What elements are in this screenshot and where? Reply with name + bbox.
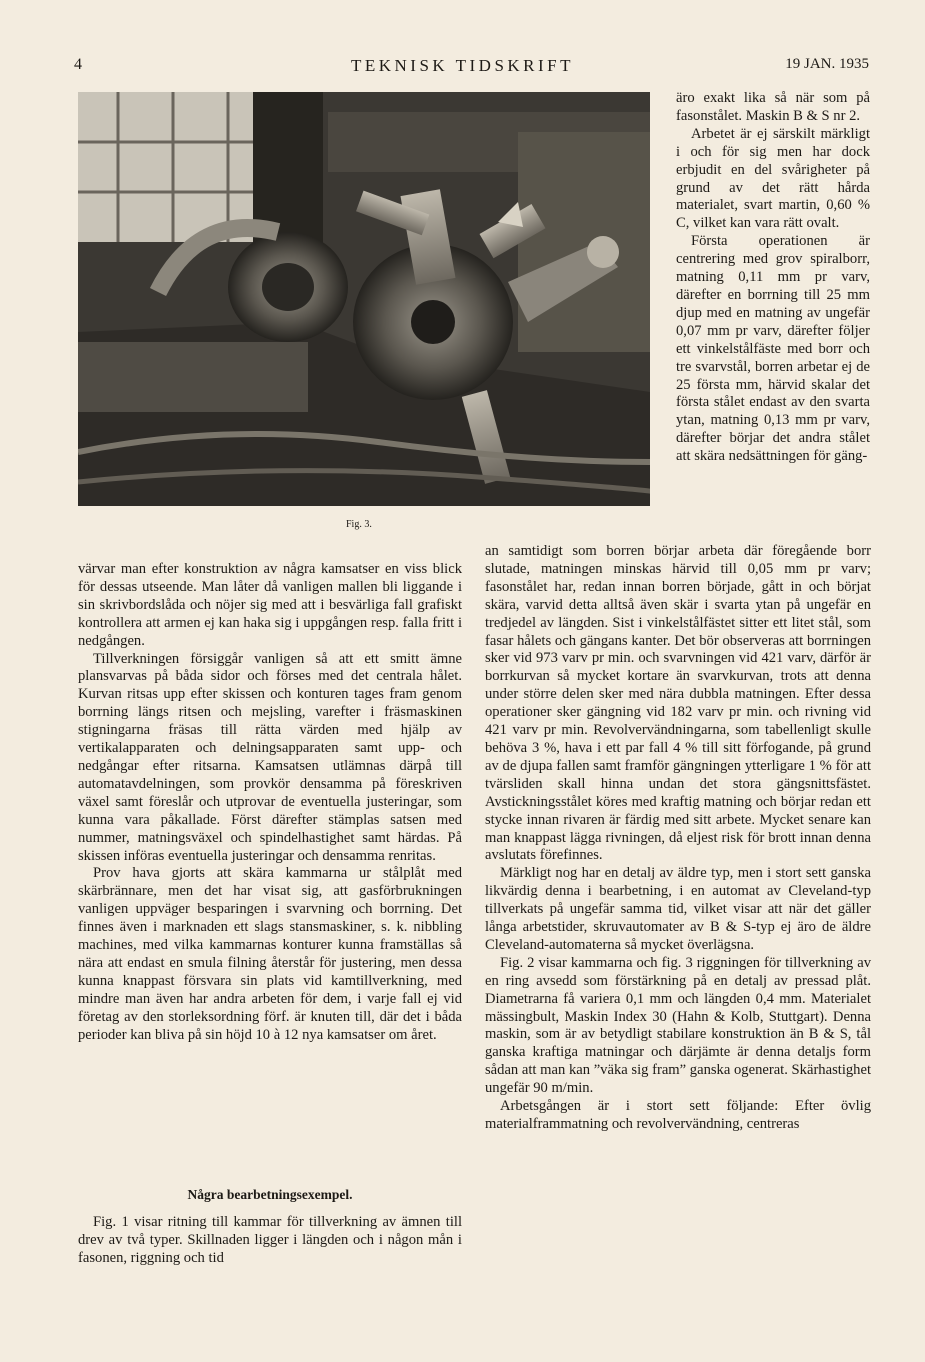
paragraph: Prov hava gjorts att skära kammarna ur stålplåt med skärbrännare, men det har visat sig, att gasförbrukningen vanligen uppväger besparingen i svarvning och borrning. Det finnes även i marknaden ett slags stansmaskiner, s. k. nibbling machines, med vilka kammarnas konturer kunna framställas så nära att endast en smula filning återstår för justering, men dessa kunna knappast försvara sin plats vid kamtillverkning, med mindre man även har andra arbeten för dem, i varje fall ej vid företag av den storleksordning förf. är knuten till, där det i båda perioder kan bliva på sin höjd 10 à 12 nya kamsatser om året. xyxy=(78,865,462,1043)
paragraph: Märkligt nog har en detalj av äldre typ, men i stort sett ganska likvärdig denna i bearbetning, i en automat av Cleveland-typ tillverkats på ungefär samma tid, vilket visar att när det gäller långa arbetstider, skruvautomater av B & S-typ ej äro de äldre Cleveland-automaterna så mycket överlägsna. xyxy=(485,865,871,953)
machine-photo-illustration xyxy=(78,92,650,506)
left-column-text xyxy=(78,561,462,1044)
journal-title: TEKNISK TIDSKRIFT xyxy=(350,56,575,75)
page-number: 4 xyxy=(74,56,82,73)
paragraph: Tillverkningen försiggår vanligen så att ett smitt ämne plansvarvas på båda sidor och förses med det centrala hålet. Kurvan ritsas upp efter skissen och konturen tages fram genom borrning längs ritsen och mejsling, varefter i fräsmaskinen stigningarna fräsas till rätta värden med hjälp av vertikalapparaten och delningsapparaten samt upp- och nedgångar efter ritsarna. Kamsatsen utlämnas därpå till automatavdelningen, som provkör densamma på föreskriven växel samt föreslår och utprovar de eventuella justeringar, som kunna vara påkallade. Först därefter stämplas satsen med nummer, matningsväxel och spindelhastighet samt härdas. På skissen införas eventuella justeringar och densamma renritas. xyxy=(78,650,462,864)
figure-caption: Fig. 3. xyxy=(346,519,372,530)
paragraph: Fig. 1 visar ritning till kammar för tillverkning av ämnen till drev av två typer. Skillnaden ligger i längden och i någon mån i fasonen, riggning och tid xyxy=(78,1214,462,1266)
section-heading: Några bearbetningsexempel. xyxy=(187,1187,353,1202)
paragraph: Första operationen är centrering med grov spiralborr, matning 0,11 mm pr varv, därefter en borrning till 25 mm djup med en matning av ungefär 0,07 mm pr varv, därefter följer ett vinkelstålfäste med borr och tre svarvstål, borren arbetar ej de 25 första mm, härvid skalar det första stålet endast av den svarta ytan, matning 0,13 mm pr varv, därefter börjar det andra stålet att skära nedsättningen för gäng- xyxy=(676,233,870,465)
left-column-text-2 xyxy=(78,1214,462,1268)
paragraph: Fig. 2 visar kammarna och fig. 3 riggningen för tillverkning av en ring avsedd som förstärkning på en detalj av pressad plåt. Diametrarna få variera 0,1 mm och längden 0,4 mm. Materialet mässingbult, Maskin Index 30 (Hahn & Kolb, Stuttgart). Denna maskin, som är av betydligt stabilare konstruktion än B & S, tål ganska kraftiga matningar och därjämte är denna detaljs form sådan att man kan ”väka sig fram” ganska ogenerat. Skärhastighet ungefär 90 m/min. xyxy=(485,954,871,1097)
paragraph: Arbetet är ej särskilt märkligt i och för sig men har dock erbjudit en del svårigheter på grund av det rätt hårda materialet, svart martin, 0,60 % C, vilket kan vara rätt ovalt. xyxy=(676,125,870,232)
paragraph: värvar man efter konstruktion av några kamsatser en viss blick för dessas utseende. Man låter då vanligen mallen bli liggande i sin skrivbordslåda och nöjer sig med att i besvärliga fall grafiskt kontrollera att armen ej kan haka sig i uppgången resp. falla fritt i nedgången. xyxy=(78,561,462,649)
right-column-text xyxy=(485,543,871,1134)
issue-date: 19 JAN. 1935 xyxy=(785,56,869,72)
paragraph: Arbetsgången är i stort sett följande: Efter övlig materialframmatning och revolvervändning, centreras xyxy=(485,1098,871,1132)
figure-3-photo xyxy=(78,92,650,506)
right-column-top-text xyxy=(676,90,870,466)
paragraph: äro exakt lika så när som på fasonstålet. Maskin B & S nr 2. xyxy=(676,90,870,124)
paragraph: an samtidigt som borren börjar arbeta där föregående borr slutade, matningen minskas härvid till 0,05 mm pr varv; fasonstålet har, redan innan borren började, gått in och börjat skära, varvid detta alltså även skär i svarta ytan på ungefär en tredjedel av längden. Sist i vinkelstålfästet sitter ett litet stål, som fasar hålets och gängans kanter. Det bör observeras att borrningen sker vid 973 varv pr min. och svarvningen vid 421 varv, därför är borrkurvan så mycket kortare än svarvkurvan, trots att denna under större delen sker med nära dubbla matningen. Efter dessa operationer sker gängning vid 182 varv pr min. och rivning vid 421 varv pr min. Revolvervändningarna, som tabellenligt skulle behöva 3 %, hava i ett par fall 4 % till sitt förfogande, på grund av de djupa fallen samt framför gängningen ytterligare 1 % för att tvärsliden skall hinna undan det stora gängsnittsfästet. Avstickningsstålet köres med kraftig matning och börjar redan ett stycke innan rivaren är färdig med sitt arbete. Mycket senare kan man knappast lägga rivningen, då eljest risk för brott innan denna avslutats förefinnes. xyxy=(485,543,871,864)
